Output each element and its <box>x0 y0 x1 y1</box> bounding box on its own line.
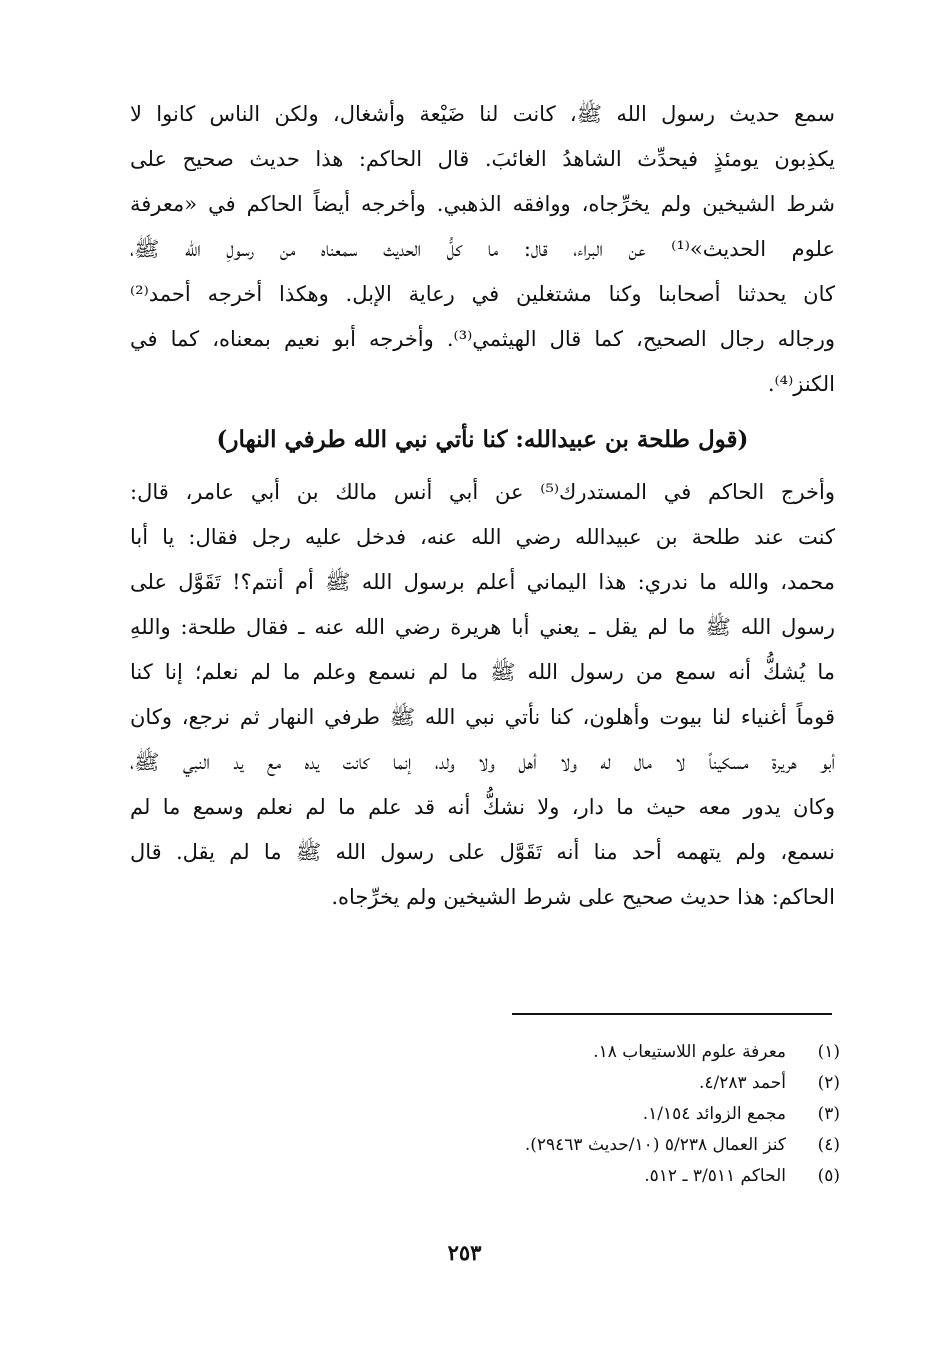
page-number: ٢٥٣ <box>447 1240 482 1265</box>
text-line: محمد، والله ما ندري: هذا اليماني أعلم برسول الله ﷺ أم أنتم؟! تَقَوَّل على <box>130 570 835 594</box>
footnote-separator <box>512 1013 832 1015</box>
text-line: وأخرج الحاكم في المستدرك⁽⁵⁾ عن أبي أنس مالك بن أبي عامر، قال: <box>130 480 836 504</box>
footnote-text: الحاكم ٣/٥١١ ـ ٥١٢. <box>644 1166 786 1186</box>
footnote-item <box>300 1161 840 1192</box>
text-line: رسول الله ﷺ ما لم يقل ـ يعني أبا هريرة رضي الله عنه ـ فقال طلحة: واللهِ <box>130 615 835 639</box>
footnotes <box>300 1037 840 1192</box>
footnote-text: معرفة علوم اللاستيعاب ١٨. <box>593 1042 786 1062</box>
text-line: علوم الحديث»⁽¹⁾ عن البراء، قال: ما كلُّ الحديث سمعناه من رسولِ الله ﷺ، <box>130 237 835 261</box>
footnote-item <box>300 1099 840 1130</box>
footnote-item <box>300 1037 840 1068</box>
text-line: نسمع، ولم يتهمه أحد منا أنه تَقَوَّل على رسول الله ﷺ ما لم يقل. قال <box>130 840 835 864</box>
text-line: كان يحدثنا أصحابنا وكنا مشتغلين في رعاية الإبل. وهكذا أخرجه أحمد⁽²⁾ <box>130 282 835 306</box>
text-line: سمع حديث رسول الله ﷺ، كانت لنا ضَيْعة وأشغال، ولكن الناس كانوا لا <box>130 102 835 126</box>
text-line: أبو هريرة مسكيناً لا مال له ولا أهل ولا ولد، إنما كانت يده مع يد النبي ﷺ، <box>130 750 835 774</box>
text-line: ورجاله رجال الصحيح، كما قال الهيثمي⁽³⁾. وأخرجه أبو نعيم بمعناه، كما في <box>130 327 835 351</box>
paragraph-2 <box>130 470 835 920</box>
footnote-number: (٣) <box>817 1104 840 1124</box>
footnote-item <box>300 1068 840 1099</box>
text-line: الكنز⁽⁴⁾. <box>767 372 835 396</box>
text-line: شرط الشيخين ولم يخرِّجاه، ووافقه الذهبي. وأخرجه أيضاً الحاكم في «معرفة <box>130 192 835 216</box>
text-line: ما يُشكُّ أنه سمع من رسول الله ﷺ ما لم نسمع وعلم ما لم نعلم؛ إنا كنا <box>130 660 835 684</box>
footnote-text: مجمع الزوائد ١/١٥٤. <box>642 1104 786 1124</box>
section-heading: (قول طلحة بن عبيدالله: كنا نأتي نبي الله طرفي النهار) <box>216 426 749 453</box>
text-line: الحاكم: هذا حديث صحيح على شرط الشيخين ولم يخرِّجاه. <box>331 885 835 909</box>
footnote-text: أحمد ٤/٢٨٣. <box>698 1073 786 1093</box>
footnote-item <box>300 1130 840 1161</box>
text-line: كنت عند طلحة بن عبيدالله رضي الله عنه، فدخل عليه رجل فقال: يا أبا <box>130 525 835 549</box>
text-line: يكذِبون يومئذٍ فيحدِّث الشاهدُ الغائبَ. قال الحاكم: هذا حديث صحيح على <box>130 147 835 171</box>
footnote-text: كنز العمال ٥/٢٣٨ (١٠/حديث ٢٩٤٦٣). <box>524 1135 786 1155</box>
footnote-number: (٤) <box>817 1135 840 1155</box>
text-line: وكان يدور معه حيث ما دار، ولا نشكُّ أنه قد علم ما لم نعلم وسمع ما لم <box>130 795 835 819</box>
footnote-number: (١) <box>817 1042 840 1062</box>
footnote-number: (٢) <box>817 1073 840 1093</box>
paragraph-1 <box>130 92 835 407</box>
text-line: قوماً أغنياء لنا بيوت وأهلون، كنا نأتي نبي الله ﷺ طرفي النهار ثم نرجع، وكان <box>130 705 835 729</box>
footnote-number: (٥) <box>817 1166 840 1186</box>
